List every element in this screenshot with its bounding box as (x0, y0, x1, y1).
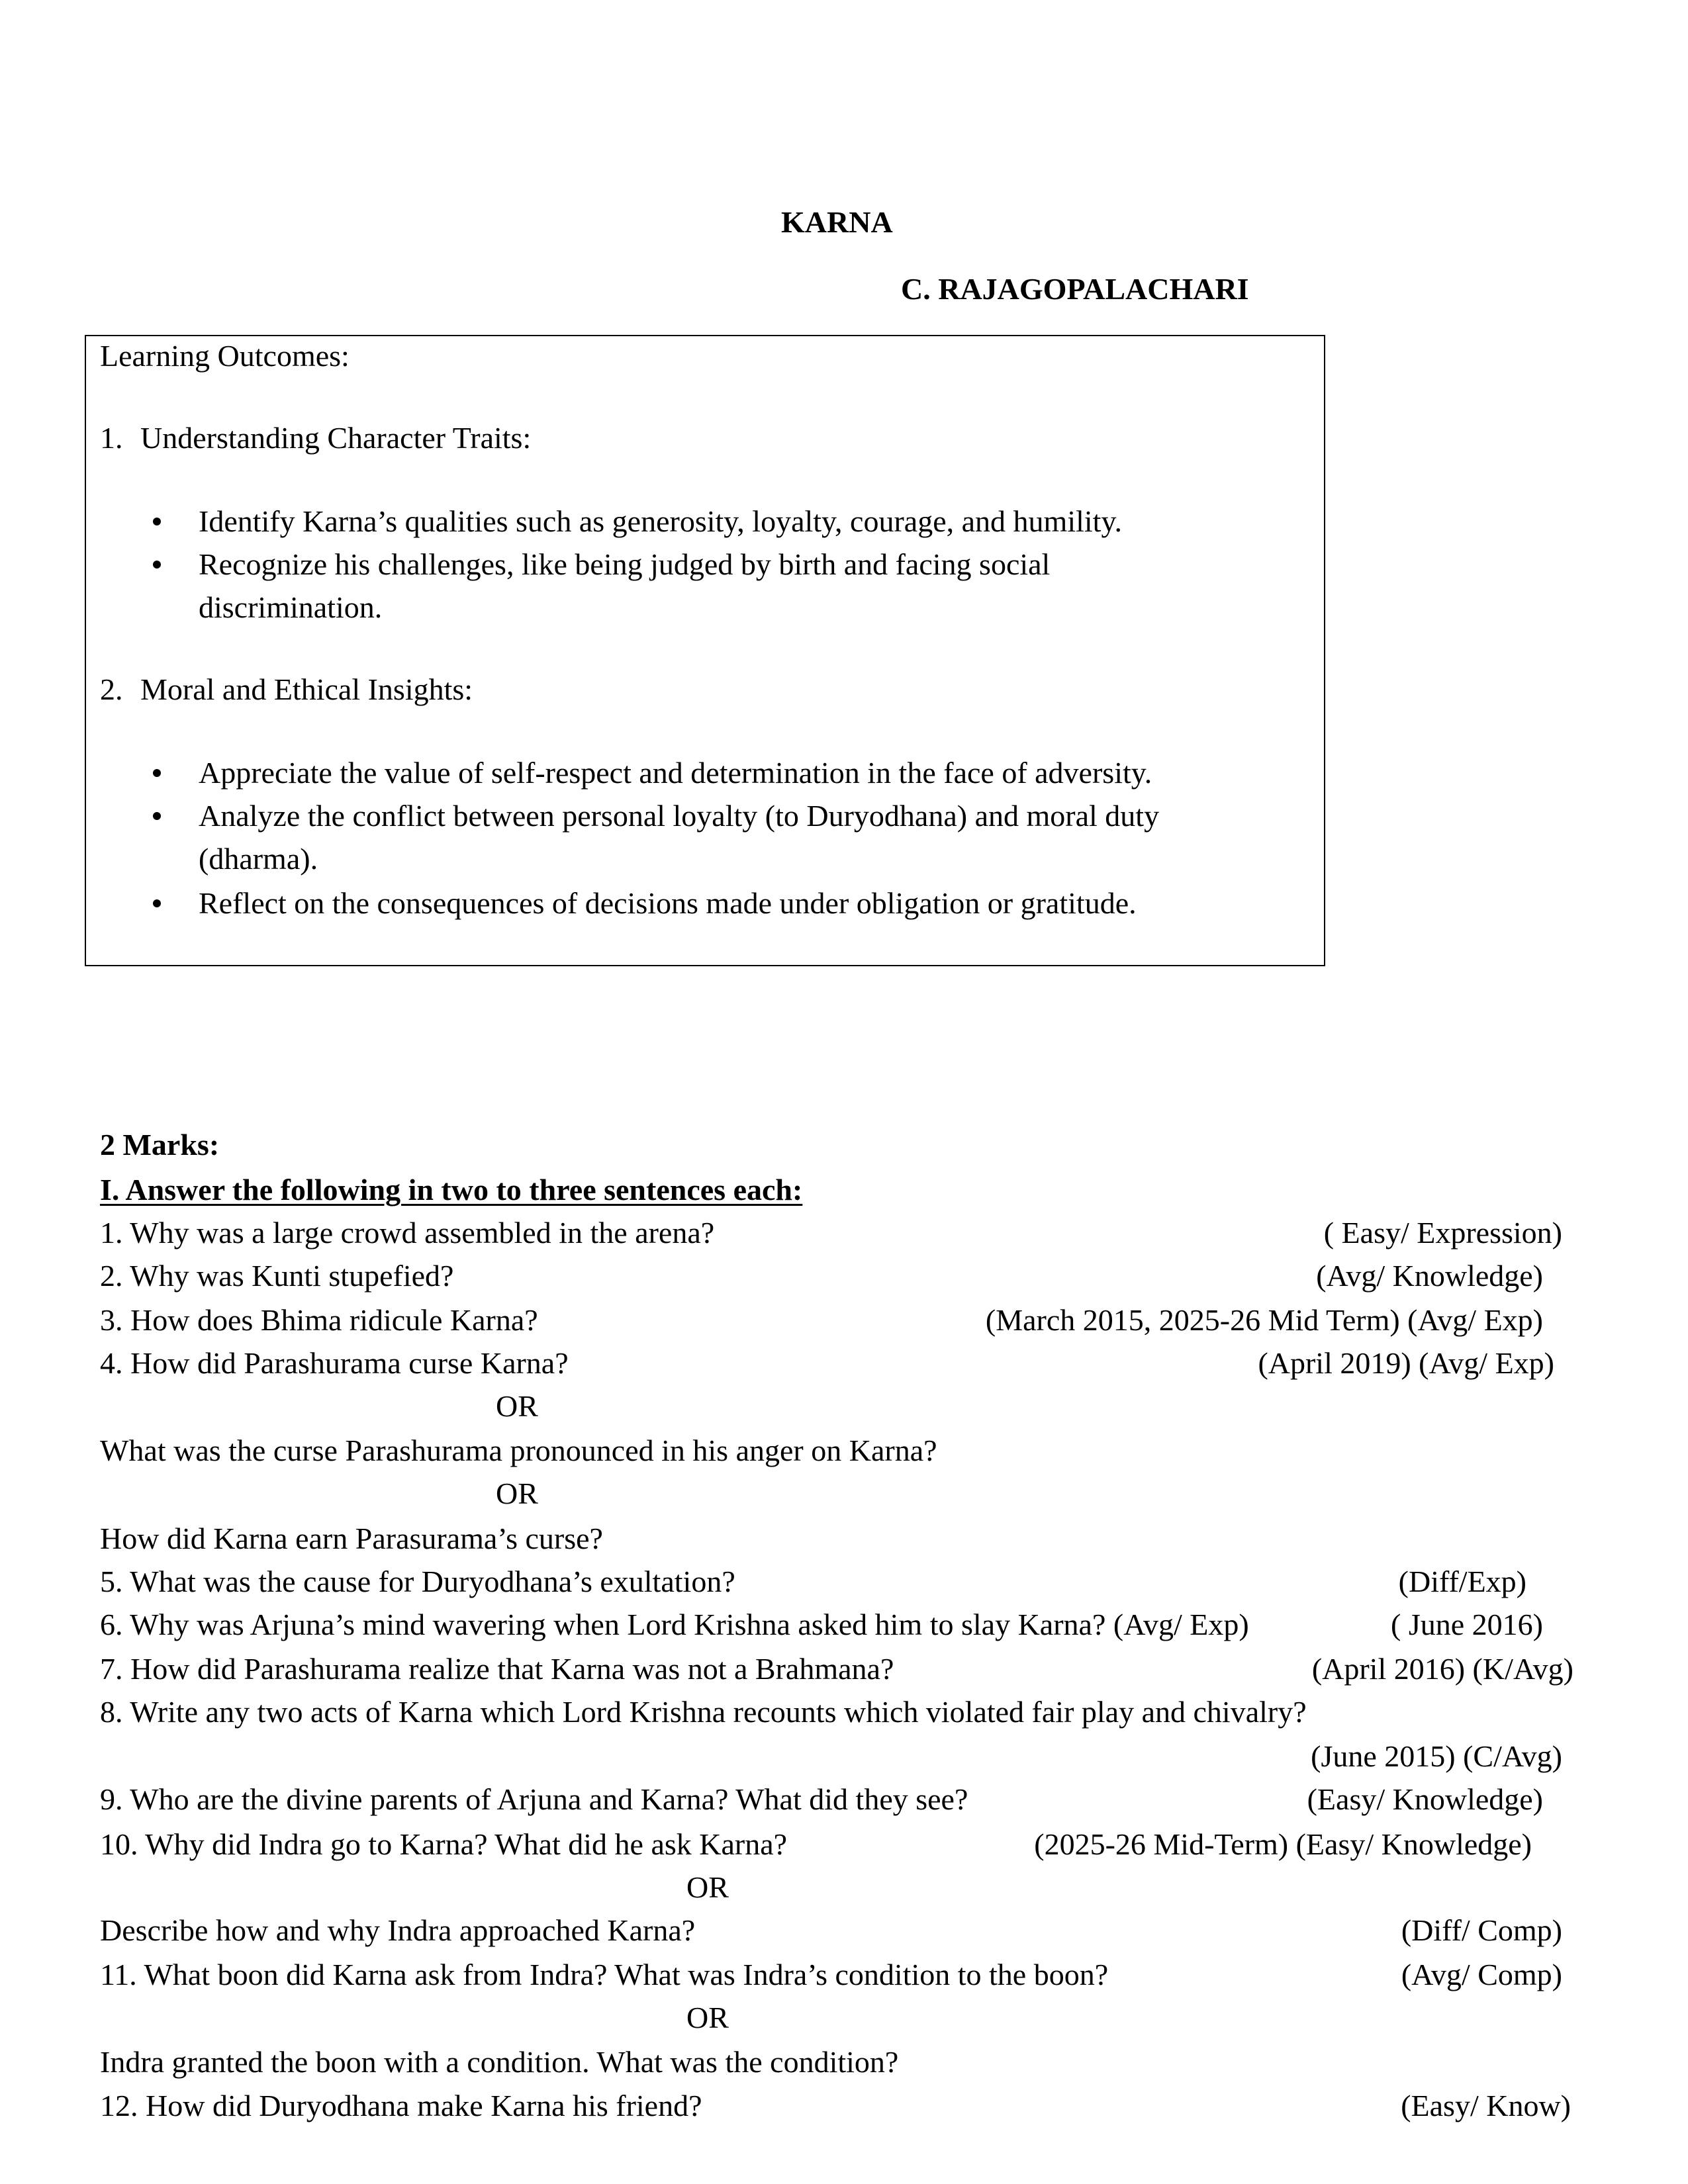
question-4: 4. How did Parashurama curse Karna? (100, 1346, 569, 1380)
question-10-alt-tag: (Diff/ Comp) (1401, 1913, 1562, 1947)
section-instruction: I. Answer the following in two to three sentences each: (100, 1173, 803, 1206)
question-3: 3. How does Bhima ridicule Karna? (100, 1303, 538, 1337)
question-7-tag: (April 2016) (K/Avg) (1311, 1652, 1573, 1686)
question-12-tag: (Easy/ Know) (1401, 2089, 1571, 2122)
outcome-2-bullet: Analyze the conflict between personal loyalty (to Duryodhana) and moral duty (199, 799, 1160, 833)
question-4-alt: How did Karna earn Parasurama’s curse? (100, 1522, 603, 1555)
question-10-tag: (2025-26 Mid-Term) (Easy/ Knowledge) (1034, 1827, 1532, 1861)
outcome-2-title: Moral and Ethical Insights: (140, 672, 473, 706)
or-separator: OR (496, 1477, 538, 1510)
outcome-1-title: Understanding Character Traits: (140, 421, 532, 455)
question-11: 11. What boon did Karna ask from Indra? What was Indra’s condition to the boon? (100, 1958, 1109, 1991)
question-12: 12. How did Duryodhana make Karna his friend? (100, 2089, 702, 2122)
question-4-alt: What was the curse Parashurama pronounced in his anger on Karna? (100, 1433, 937, 1467)
question-8-tag: (June 2015) (C/Avg) (1311, 1739, 1562, 1773)
outcome-1-bullet-cont: discrimination. (199, 590, 383, 624)
or-separator: OR (496, 1389, 538, 1423)
question-9-tag: (Easy/ Knowledge) (1307, 1782, 1543, 1816)
outcome-2-bullet: Appreciate the value of self-respect and determination in the face of adversity. (199, 756, 1152, 790)
question-5: 5. What was the cause for Duryodhana’s exultation? (100, 1565, 735, 1598)
bullet-icon (153, 769, 161, 777)
or-separator: OR (686, 1870, 729, 1904)
question-11-alt: Indra granted the boon with a condition. What was the condition? (100, 2045, 899, 2079)
question-4-tag: (April 2019) (Avg/ Exp) (1258, 1346, 1554, 1380)
question-8: 8. Write any two acts of Karna which Lord Krishna recounts which violated fair play and chivalry? (100, 1695, 1307, 1729)
author: C. RAJAGOPALACHARI (901, 272, 1249, 306)
bullet-icon (153, 899, 161, 907)
outcome-2-number: 2. (100, 672, 123, 706)
question-1-tag: ( Easy/ Expression) (1323, 1216, 1562, 1250)
bullet-icon (153, 518, 161, 525)
page-title: KARNA (781, 205, 893, 239)
section-marks: 2 Marks: (100, 1128, 220, 1161)
bullet-icon (153, 561, 161, 569)
question-10: 10. Why did Indra go to Karna? What did he ask Karna? (100, 1827, 788, 1861)
outcome-1-number: 1. (100, 421, 123, 455)
outcome-1-bullet: Identify Karna’s qualities such as generosity, loyalty, courage, and humility. (199, 504, 1122, 538)
question-6: 6. Why was Arjuna’s mind wavering when Lord Krishna asked him to slay Karna? (Avg/ Exp) (100, 1608, 1249, 1641)
question-1: 1. Why was a large crowd assembled in the arena? (100, 1216, 715, 1250)
question-9: 9. Who are the divine parents of Arjuna and Karna? What did they see? (100, 1782, 968, 1816)
outcomes-heading: Learning Outcomes: (100, 339, 350, 373)
question-7: 7. How did Parashurama realize that Karna was not a Brahmana? (100, 1652, 894, 1686)
question-5-tag: (Diff/Exp) (1398, 1565, 1526, 1598)
question-11-tag: (Avg/ Comp) (1401, 1958, 1562, 1991)
or-separator: OR (686, 2001, 729, 2034)
question-2: 2. Why was Kunti stupefied? (100, 1259, 454, 1293)
outcome-2-bullet: Reflect on the consequences of decisions made under obligation or gratitude. (199, 886, 1137, 920)
question-2-tag: (Avg/ Knowledge) (1316, 1259, 1543, 1293)
question-6-tag: ( June 2016) (1391, 1608, 1543, 1641)
question-3-tag: (March 2015, 2025-26 Mid Term) (Avg/ Exp) (985, 1303, 1543, 1337)
outcome-1-bullet: Recognize his challenges, like being judged by birth and facing social (199, 547, 1051, 581)
question-10-alt: Describe how and why Indra approached Karna? (100, 1913, 696, 1947)
bullet-icon (153, 812, 161, 820)
outcome-2-bullet-cont: (dharma). (199, 842, 318, 876)
